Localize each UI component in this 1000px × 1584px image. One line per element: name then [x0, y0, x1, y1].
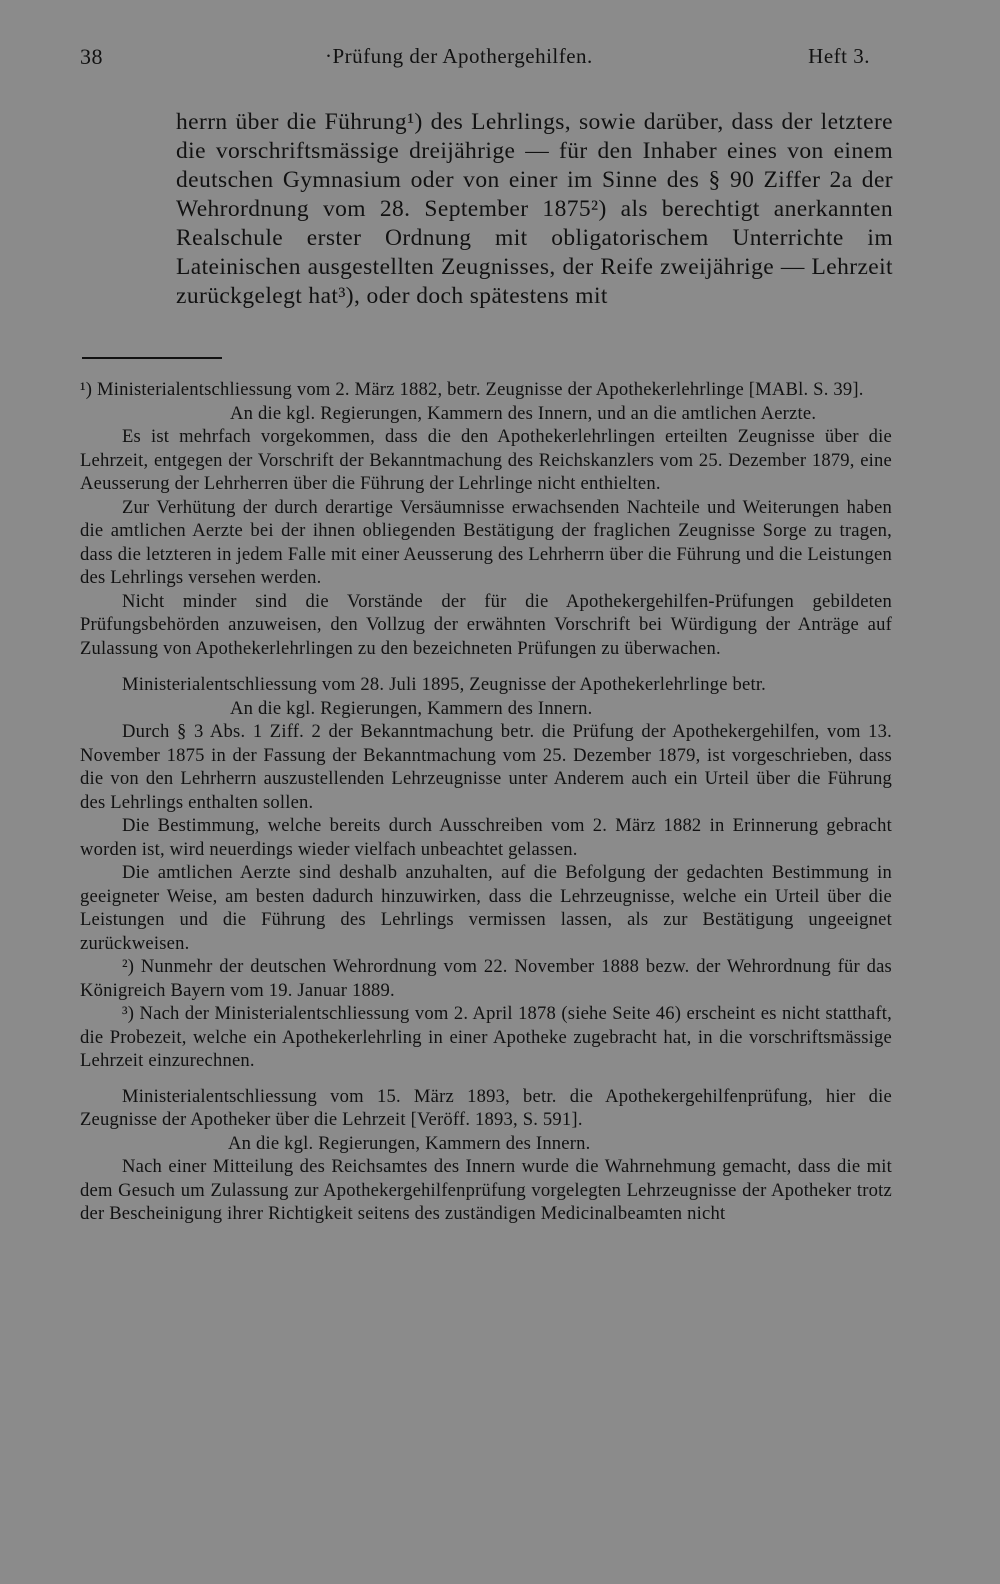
- footnote-3b-paragraph-1: Nach einer Mitteilung des Reichsamtes des Innern wurde die Wahrnehmung gemacht, dass die mit dem Gesuch um Zulassung zur Apothekergehilfenprüfung vorgelegten Lehrzeugnisse der Apotheker trotz der Bescheinigung ihrer Richtigkeit seitens des zuständigen Medicinalbeamten nicht: [80, 1156, 892, 1224]
- footnote-1b-paragraph-3: Die amtlichen Aerzte sind deshalb anzuhalten, auf die Befolgung der gedachten Bestimmung in geeigneter Weise, am besten dadurch hinzuwirken, dass die Lehrzeugnisse, welche ein Urteil über die Leistungen und die Führung des Lehrlings vermissen lassen, als zur Bestätigung ungeeignet zurückweisen.: [80, 862, 892, 954]
- footnote-1b-title: Ministerialentschliessung vom 28. Juli 1895, Zeugnisse der Apothekerlehrlinge betr.: [122, 674, 767, 695]
- footnote-1b-paragraph-1: Durch § 3 Abs. 1 Ziff. 2 der Bekanntmachung betr. die Prüfung der Apothekergehilfen, vom 13. November 1875 in der Fassung der Bekanntmachung vom 25. Dezember 1879, ist vorgeschrieben, dass die von den Lehrherrn auszustellenden Lehrzeugnisse unter Anderem auch ein Urteil über die Führung des Lehrlings enthalten sollen.: [80, 721, 892, 813]
- footnote-1-paragraph-1: Es ist mehrfach vorgekommen, dass die den Apothekerlehrlingen erteilten Zeugnisse über die Lehrzeit, entgegen der Vorschrift der Bekanntmachung des Reichskanzlers vom 25. Dezember 1879, eine Aeusserung der Lehrherren über die Führung der Lehrlinge nicht enthielten.: [80, 426, 892, 494]
- footnote-2: ²) Nunmehr der deutschen Wehrordnung vom 22. November 1888 bezw. der Wehrordnung für das Königreich Bayern vom 19. Januar 1889.: [80, 956, 892, 1001]
- page-header: [80, 44, 870, 76]
- footnote-1b-address: An die kgl. Regierungen, Kammern des Innern.: [230, 697, 593, 719]
- issue-label: Heft 3.: [808, 44, 870, 68]
- footnote-1b-paragraph-2: Die Bestimmung, welche bereits durch Ausschreiben vom 2. März 1882 in Erinnerung gebracht worden ist, wird neuerdings wieder vielfach unbeachtet gelassen.: [80, 815, 892, 860]
- footnote-1-title: ¹) Ministerialentschliessung vom 2. März 1882, betr. Zeugnisse der Apothekerlehrlinge [MABl. S. 39].: [80, 379, 864, 400]
- footnote-3: ³) Nach der Ministerialentschliessung vom 2. April 1878 (siehe Seite 46) erscheint es nicht statthaft, die Probezeit, welche ein Apothekerlehrling in einer Apotheke zugebracht hat, in die vorschriftsmässige Lehrzeit einzurechnen.: [80, 1003, 892, 1071]
- page-number: 38: [80, 44, 103, 69]
- footnote-1-paragraph-2: Zur Verhütung der durch derartige Versäumnisse erwachsenden Nachteile und Weiterungen haben die amtlichen Aerzte bei der ihnen obliegenden Bestätigung der fraglichen Zeugnisse Sorge zu tragen, dass die letzteren in jedem Falle mit einer Aeusserung des Lehrherrn über die Führung und die Leistungen des Lehrlings versehen werden.: [80, 496, 892, 588]
- main-text: [176, 108, 893, 311]
- running-title: ·Prüfung der Apothergehilfen.: [325, 44, 593, 68]
- footnote-1-paragraph-3: Nicht minder sind die Vorstände der für die Apothekergehilfen-Prüfungen gebildeten Prüfungsbehörden anzuweisen, den Vollzug der erwähnten Vorschrift bei Würdigung der Anträge auf Zulassung von Apothekerlehrlingen zu den bezeichneten Prüfungen zu überwachen.: [80, 590, 892, 659]
- main-paragraph: herrn über die Führung¹) des Lehrlings, sowie darüber, dass der letztere die vorschriftsmässige dreijährige — für den Inhaber eines von einem deutschen Gymnasium oder von einer im Sinne des § 90 Ziffer 2a der Wehrordnung vom 28. September 1875²) als berechtigt anerkannten Realschule erster Ordnung mit obligatorischem Unterrichte im Lateinischen ausgestellten Zeugnisses, der Reife zweijährige — Lehrzeit zurückgelegt hat³), oder doch spätestens mit: [176, 109, 893, 309]
- footnotes: [80, 378, 892, 1226]
- spacer: [80, 660, 892, 673]
- footnote-1-address: An die kgl. Regierungen, Kammern des Innern, und an die amtlichen Aerzte.: [230, 402, 817, 424]
- footnote-separator: [82, 357, 222, 359]
- footnote-3b-address: An die kgl. Regierungen, Kammern des Innern.: [228, 1132, 591, 1154]
- spacer: [80, 1073, 892, 1085]
- footnote-3b-title: Ministerialentschliessung vom 15. März 1893, betr. die Apothekergehilfenprüfung, hier die Zeugnisse der Apotheker über die Lehrzeit [Veröff. 1893, S. 591].: [80, 1085, 892, 1130]
